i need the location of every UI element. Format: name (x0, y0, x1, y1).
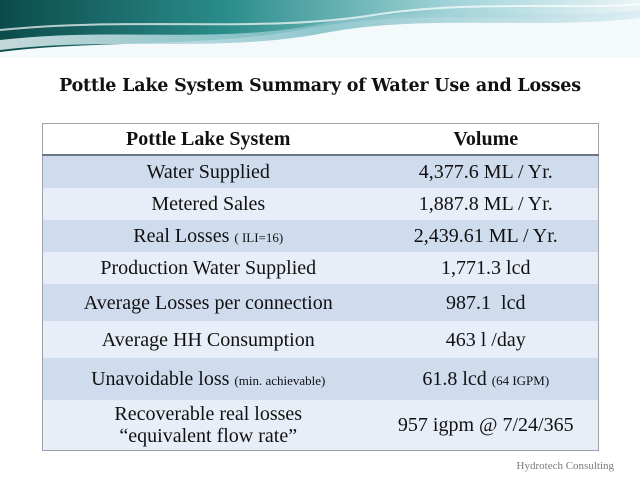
row-label-note: (min. achievable) (234, 373, 326, 388)
row-label: Real Losses ( ILI=16) (43, 220, 374, 252)
table-row (43, 358, 599, 400)
row-label: Production Water Supplied (43, 252, 374, 284)
row-value: 987.1 lcd (374, 284, 599, 321)
table-row (43, 155, 599, 188)
row-value: 4,377.6 ML / Yr. (374, 155, 599, 188)
table-header-row (43, 124, 599, 156)
row-value: 463 l /day (374, 321, 599, 358)
column-header-volume: Volume (374, 124, 599, 156)
table-row (43, 252, 599, 284)
row-label-note: ( ILI=16) (234, 230, 284, 245)
row-label: Unavoidable loss (min. achievable) (43, 358, 374, 400)
decorative-wave-banner (0, 0, 640, 58)
row-label-line2: “equivalent flow rate” (119, 425, 298, 447)
row-value: 2,439.61 ML / Yr. (374, 220, 599, 252)
row-label: Average Losses per connection (43, 284, 374, 321)
row-value-note: (64 IGPM) (491, 373, 550, 388)
row-label: Average HH Consumption (43, 321, 374, 358)
slide-title: Pottle Lake System Summary of Water Use and Losses (59, 76, 581, 96)
column-header-system: Pottle Lake System (43, 124, 374, 156)
row-value: 1,771.3 lcd (374, 252, 599, 284)
table-row (43, 188, 599, 220)
table-row (43, 284, 599, 321)
row-label: Water Supplied (43, 155, 374, 188)
row-value: 61.8 lcd (64 IGPM) (374, 358, 599, 400)
table-row (43, 400, 599, 451)
row-value: 1,887.8 ML / Yr. (374, 188, 599, 220)
water-use-table (42, 123, 599, 451)
row-value: 957 igpm @ 7/24/365 (374, 400, 599, 451)
row-label: Recoverable real losses “equivalent flow rate” (43, 400, 374, 451)
table-row (43, 220, 599, 252)
table-row (43, 321, 599, 358)
footer-credit: Hydrotech Consulting (516, 460, 614, 472)
row-label: Metered Sales (43, 188, 374, 220)
